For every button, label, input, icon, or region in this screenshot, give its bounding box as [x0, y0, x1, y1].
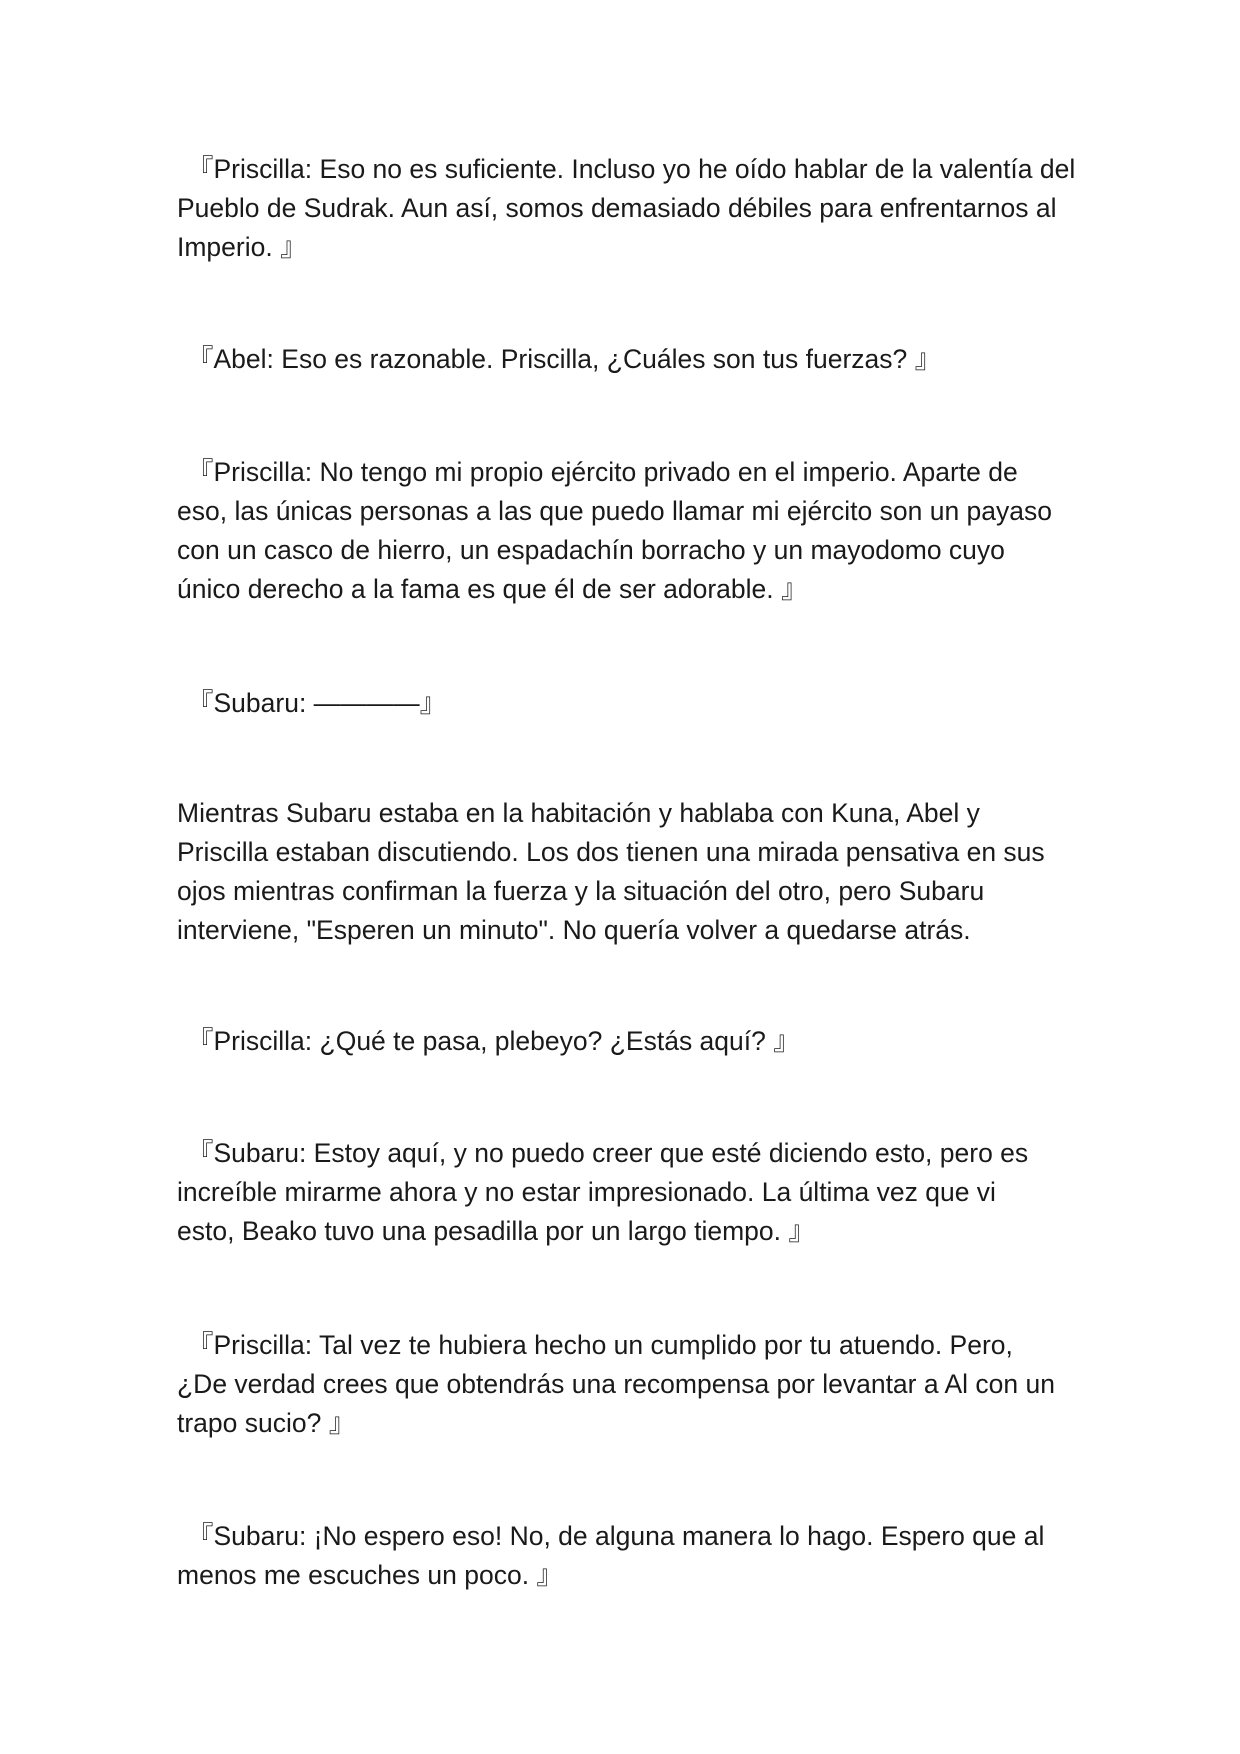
text-line: ojos mientras confirman la fuerza y la situación del otro, pero Subaru	[177, 876, 985, 906]
text-line: increíble mirarme ahora y no estar impresionado. La última vez que vi	[177, 1177, 996, 1207]
paragraph-narration	[177, 794, 1077, 950]
text-line: 『Priscilla: ¿Qué te pasa, plebeyo? ¿Estás aquí? 』	[187, 1026, 800, 1056]
text-line: Imperio. 』	[177, 232, 307, 262]
paragraph-subaru-silence	[177, 684, 1077, 723]
text-line: único derecho a la fama es que él de ser adorable. 』	[177, 574, 808, 604]
paragraph-priscilla-strength	[177, 150, 1077, 267]
text-line: con un casco de hierro, un espadachín borracho y un mayodomo cuyo	[177, 535, 1005, 565]
text-line: 『Subaru: ————』	[187, 688, 447, 718]
text-line: Pueblo de Sudrak. Aun así, somos demasiado débiles para enfrentarnos al	[177, 193, 1057, 223]
text-line: ¿De verdad crees que obtendrás una recompensa por levantar a Al con un	[177, 1369, 1055, 1399]
text-line: eso, las únicas personas a las que puedo llamar mi ejército son un payaso	[177, 496, 1053, 526]
paragraph-priscilla-outfit	[177, 1326, 1077, 1443]
paragraph-abel-forces	[177, 340, 1077, 379]
text-line: 『Priscilla: Tal vez te hubiera hecho un cumplido por tu atuendo. Pero,	[187, 1330, 1013, 1360]
text-line: interviene, "Esperen un minuto". No quería volver a quedarse atrás.	[177, 915, 971, 945]
text-line: 『Priscilla: No tengo mi propio ejército privado en el imperio. Aparte de	[187, 457, 1018, 487]
text-line: trapo sucio? 』	[177, 1408, 356, 1438]
paragraph-subaru-hope	[177, 1517, 1077, 1595]
text-line: Mientras Subaru estaba en la habitación y hablaba con Kuna, Abel y	[177, 798, 980, 828]
text-line: Priscilla estaban discutiendo. Los dos tienen una mirada pensativa en sus	[177, 837, 1045, 867]
paragraph-subaru-here	[177, 1134, 1077, 1251]
text-line: menos me escuches un poco. 』	[177, 1560, 563, 1590]
text-line: 『Priscilla: Eso no es suficiente. Incluso yo he oído hablar de la valentía del	[187, 154, 1076, 184]
paragraph-priscilla-army	[177, 453, 1077, 609]
text-line: 『Subaru: ¡No espero eso! No, de alguna manera lo hago. Espero que al	[187, 1521, 1045, 1551]
text-line: 『Abel: Eso es razonable. Priscilla, ¿Cuáles son tus fuerzas? 』	[187, 344, 942, 374]
text-line: esto, Beako tuvo una pesadilla por un largo tiempo. 』	[177, 1216, 815, 1246]
paragraph-priscilla-question	[177, 1022, 1077, 1061]
text-line: 『Subaru: Estoy aquí, y no puedo creer que esté diciendo esto, pero es	[187, 1138, 1029, 1168]
